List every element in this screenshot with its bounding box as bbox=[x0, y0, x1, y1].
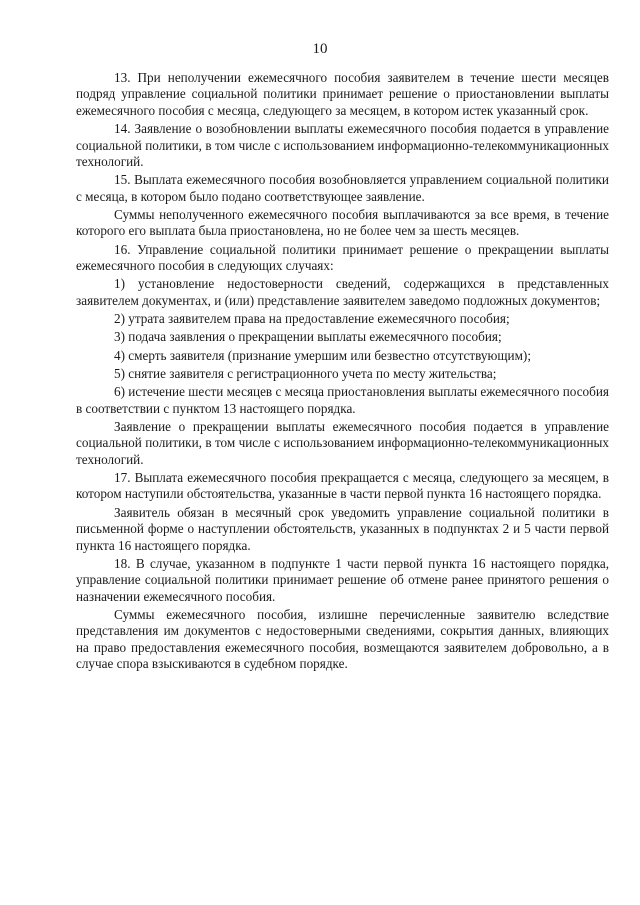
paragraph-16-item-1: 1) установление недостоверности сведений, содержащихся в представленных заявителем документах, и (или) представление заявителем заведомо подложных документов; bbox=[76, 276, 609, 308]
paragraph-18: 18. В случае, указанном в подпункте 1 части первой пункта 16 настоящего порядка, управление социальной политики принимает решение об отмене ранее принятого решения о назначении ежемесячного пособия. bbox=[76, 555, 609, 604]
paragraph-15-unpaid-sums: Суммы неполученного ежемесячного пособия выплачиваются за все время, в течение которого его выплата была приостановлена, но не более чем за шесть месяцев. bbox=[76, 207, 609, 239]
paragraph-17: 17. Выплата ежемесячного пособия прекращается с месяца, следующего за месяцем, в котором наступили обстоятельства, указанные в части первой пункта 16 настоящего порядка. bbox=[76, 469, 609, 502]
paragraph-16-item-3: 3) подача заявления о прекращении выплаты ежемесячного пособия; bbox=[114, 329, 502, 345]
page-number: 10 bbox=[312, 41, 328, 57]
paragraph-16: 16. Управление социальной политики принимает решение о прекращении выплаты ежемесячного пособия в следующих случаях: bbox=[76, 241, 609, 274]
paragraph-13: 13. При неполучении ежемесячного пособия заявителем в течение шести месяцев подряд управление социальной политики принимает решение о приостановлении выплаты ежемесячного пособия с месяца, следующего за месяцем, в котором истек указанный срок. bbox=[76, 70, 609, 118]
paragraph-16-item-4: 4) смерть заявителя (признание умершим или безвестно отсутствующим); bbox=[114, 347, 531, 363]
paragraph-14: 14. Заявление о возобновлении выплаты ежемесячного пособия подается в управление социальной политики, в том числе с использованием информационно-телекоммуникационных технологий. bbox=[76, 121, 609, 170]
paragraph-16-termination-application: Заявление о прекращении выплаты ежемесячного пособия подается в управление социальной политики, в том числе с использованием информационно-телекоммуникационных технологий. bbox=[76, 418, 609, 467]
paragraph-16-item-2: 2) утрата заявителем права на предоставление ежемесячного пособия; bbox=[114, 311, 510, 327]
paragraph-16-item-6: 6) истечение шести месяцев с месяца приостановления выплаты ежемесячного пособия в соответствии с пунктом 13 настоящего порядка. bbox=[76, 384, 609, 416]
paragraph-18-overpayment-refund: Суммы ежемесячного пособия, излишне перечисленные заявителю вследствие представления им документов с недостоверными сведениями, сокрытия данных, влияющих на право предоставления ежемесячного пособия, возмещаются заявителем добровольно, а в случае спора взыскиваются в судебном порядке. bbox=[76, 607, 609, 672]
paragraph-17-notification-duty: Заявитель обязан в месячный срок уведомить управление социальной политики в письменной форме о наступлении обстоятельств, указанных в подпунктах 2 и 5 части первой пункта 16 настоящего порядка. bbox=[76, 504, 609, 553]
paragraph-15: 15. Выплата ежемесячного пособия возобновляется управлением социальной политики с месяца, в котором было подано соответствующее заявление. bbox=[76, 172, 609, 204]
paragraph-16-item-5: 5) снятие заявителя с регистрационного учета по месту жительства; bbox=[114, 365, 497, 381]
document-body bbox=[76, 70, 609, 673]
